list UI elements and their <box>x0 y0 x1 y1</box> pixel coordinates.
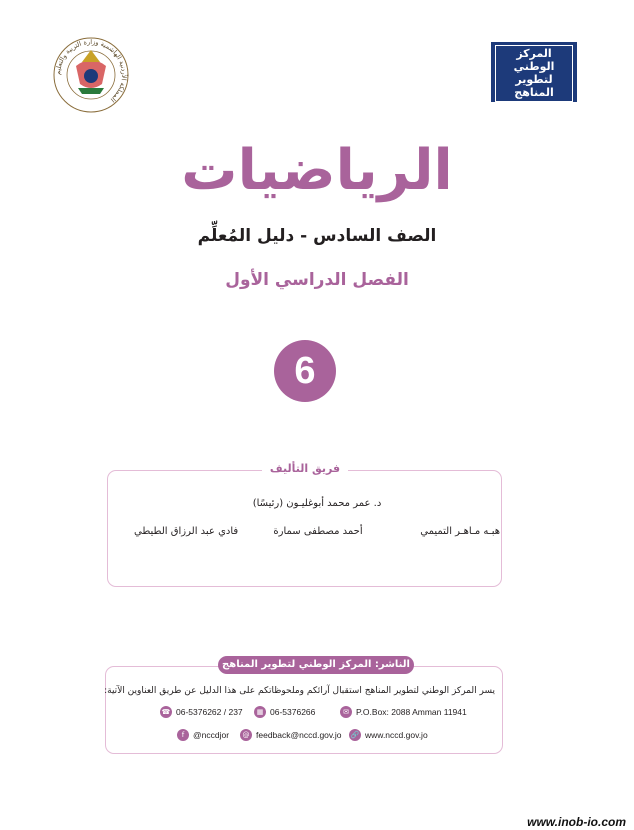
author-name: أحمد مصطفى سمارة <box>273 526 363 537</box>
phone-icon: ☎ <box>161 708 171 716</box>
mail-icon: ✉ <box>340 706 352 718</box>
facebook-icon: f <box>177 729 189 741</box>
contact-fax <box>254 706 315 718</box>
publisher-invite-text: يسر المركز الوطني لتطوير المناهج استقبال آرائكم وملحوظاتكم على هذا الدليل عن طريق العناوين الآتية: <box>104 686 495 696</box>
coat-of-arms-icon <box>52 36 130 114</box>
book-title: الرياضيات <box>181 138 453 203</box>
contact-email[interactable] <box>240 729 342 741</box>
contact-phone <box>160 706 243 718</box>
nccd-logo-english-sub: for Curriculum Development <box>495 116 560 122</box>
nccd-logo <box>491 42 577 122</box>
ministry-emblem <box>52 36 130 114</box>
email-address[interactable]: feedback@nccd.gov.jo <box>256 730 342 740</box>
lead-author: د. عمر محمد أبوغليـون (رئيسًا) <box>252 498 382 509</box>
phone-number: 06-5376262 / 237 <box>176 707 243 717</box>
nccd-logo-english: National Center <box>495 105 566 116</box>
at-icon: @ <box>240 729 252 741</box>
publisher-heading: الناشر: المركز الوطني لتطوير المناهج <box>218 656 414 674</box>
site-watermark: www.inob-io.com <box>527 815 626 829</box>
svg-text:المملكة الأردنية الهاشمية وزار: المملكة الأردنية الهاشمية وزارة التربية والتعليم <box>53 37 129 104</box>
website-url[interactable]: www.nccd.gov.jo <box>365 730 428 740</box>
link-icon: 🔗 <box>350 731 360 739</box>
grade-line: الصف السادس - دليل المُعلِّم <box>197 226 437 246</box>
author-name: فادي عبد الرزاق الطيطي <box>134 526 239 537</box>
author-name: هبـه مـاهـر التميمي <box>420 526 500 537</box>
facebook-handle[interactable]: @nccdjor <box>193 730 230 740</box>
nccd-logo-arabic: المركز الوطني لتطوير المناهج <box>495 45 573 102</box>
fax-icon: ▦ <box>254 706 266 718</box>
fax-number: 06-5376266 <box>270 707 316 717</box>
contact-pobox <box>340 706 467 718</box>
semester-label: الفصل الدراسي الأول <box>225 270 409 290</box>
pobox-address: P.O.Box: 2088 Amman 11941 <box>356 707 467 717</box>
contact-website[interactable] <box>349 729 428 741</box>
authors-heading: فريق التأليف <box>262 460 348 478</box>
contact-facebook[interactable] <box>177 729 229 741</box>
grade-number-badge: 6 <box>274 340 336 402</box>
